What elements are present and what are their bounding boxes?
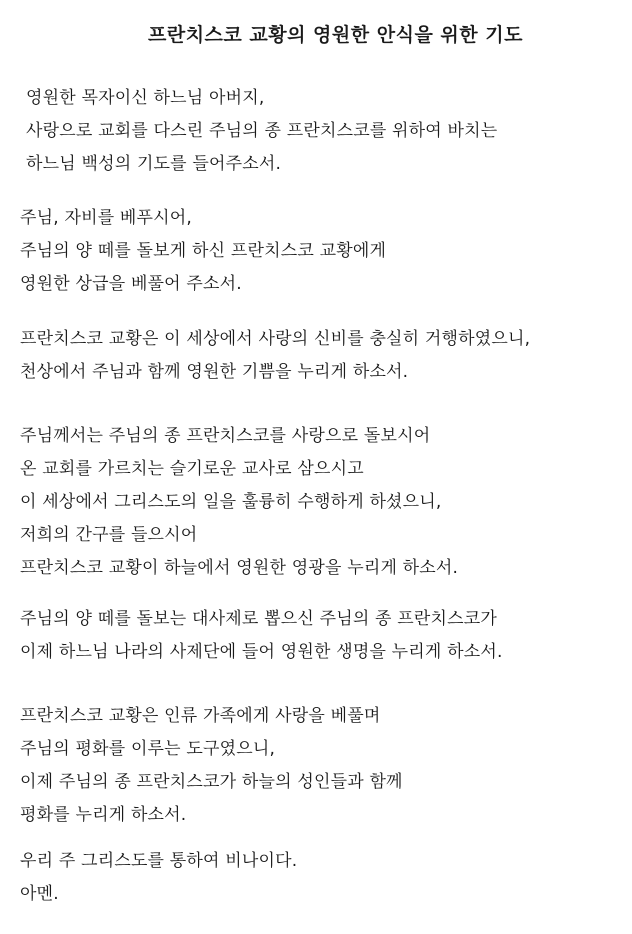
prayer-line: 우리 주 그리스도를 통하여 비나이다. (20, 851, 298, 871)
stanza-7 (20, 845, 297, 911)
stanza-5 (20, 603, 503, 669)
stanza-6 (20, 700, 403, 832)
prayer-line: 프란치스코 교황은 인류 가족에게 사랑을 베풀며 (20, 706, 381, 726)
prayer-line: 주님의 양 떼를 돌보게 하신 프란치스코 교황에게 (20, 241, 387, 261)
prayer-line: 주님의 양 떼를 돌보는 대사제로 뽑으신 주님의 종 프란치스코가 (20, 609, 498, 629)
stanza-4 (20, 420, 458, 585)
stanza-2 (20, 202, 386, 301)
prayer-line: 평화를 누리게 하소서. (20, 805, 187, 825)
prayer-line: 주님께서는 주님의 종 프란치스코를 사랑으로 돌보시어 (20, 426, 431, 446)
prayer-line: 영원한 목자이신 하느님 아버지, (26, 88, 265, 108)
prayer-line: 사랑으로 교회를 다스린 주님의 종 프란치스코를 위하여 바치는 (26, 121, 498, 141)
prayer-line: 주님의 평화를 이루는 도구였으니, (20, 739, 276, 759)
prayer-line: 주님, 자비를 베푸시어, (20, 208, 193, 228)
prayer-line: 프란치스코 교황이 하늘에서 영원한 영광을 누리게 하소서. (20, 558, 459, 578)
prayer-line: 이제 주님의 종 프란치스코가 하늘의 성인들과 함께 (20, 772, 403, 792)
prayer-line: 온 교회를 가르치는 슬기로운 교사로 삼으시고 (20, 459, 364, 479)
prayer-line: 프란치스코 교황은 이 세상에서 사랑의 신비를 충실히 거행하였으니, (20, 329, 531, 349)
stanza-1 (26, 82, 497, 181)
page-title: 프란치스코 교황의 영원한 안식을 위한 기도 (148, 24, 523, 46)
prayer-line: 영원한 상급을 베풀어 주소서. (20, 274, 242, 294)
prayer-line: 저희의 간구를 들으시어 (20, 525, 198, 545)
prayer-line: 아멘. (20, 884, 59, 904)
stanza-3 (20, 323, 530, 389)
prayer-line: 이 세상에서 그리스도의 일을 훌륭히 수행하게 하셨으니, (20, 492, 442, 512)
prayer-line: 천상에서 주님과 함께 영원한 기쁨을 누리게 하소서. (20, 362, 409, 382)
prayer-line: 이제 하느님 나라의 사제단에 들어 영원한 생명을 누리게 하소서. (20, 642, 503, 662)
prayer-line: 하느님 백성의 기도를 들어주소서. (26, 154, 282, 174)
